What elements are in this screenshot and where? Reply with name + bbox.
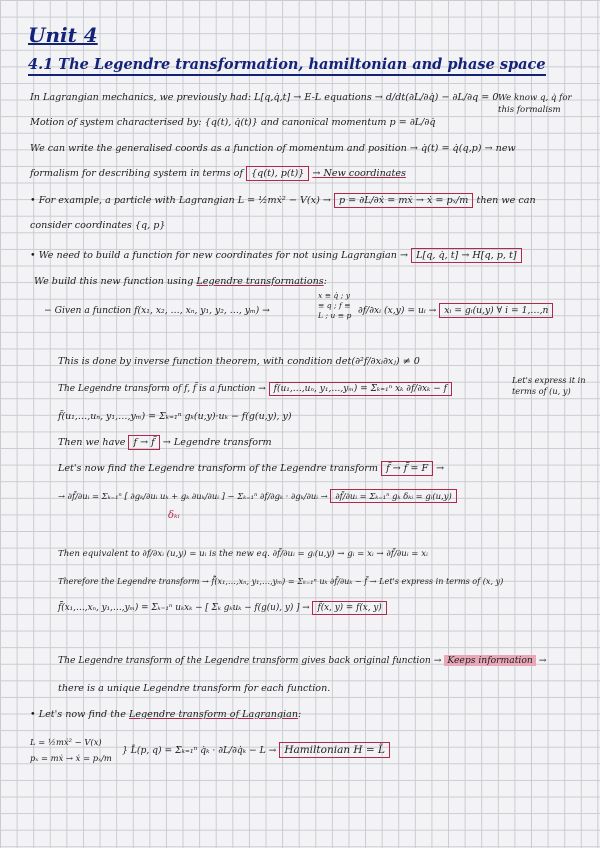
line-text: → ∂f̃/∂uᵢ = Σₖ₌₁ⁿ [ ∂gₖ/∂uᵢ uₖ + gₖ ∂uₖ/∂uᵢ ] − Σₖ₌₁ⁿ ∂f/∂gₖ · ∂gₖ/∂uᵢ → [58,491,328,501]
margin-note: We know q, q̇ for this formalism [498,93,572,115]
text-line [58,437,272,449]
boxed-expression: L[q, q̇, t] → H[q, p, t] [411,248,522,263]
section-heading: 4.1 The Legendre transformation, hamiltonian and phase space [28,56,546,76]
line-text: → [436,463,445,474]
line-text: formalism for describing system in terms of [30,168,244,179]
boxed-expression: {q(t), p(t)} [246,166,309,181]
text-line: consider coordinates {q, p} [30,220,166,231]
text-line [30,195,536,207]
text-line [58,383,452,395]
line-text: } L̃(p, q) = Σₖ₌₁ⁿ q̇ₖ · ∂L/∂q̇ₖ − L → [122,745,277,756]
text-line: This is done by inverse function theorem, with condition det(∂²f/∂xᵢ∂xⱼ) ≠ 0 [58,356,420,367]
line-text: → New coordinates [312,168,406,179]
boxed-expression: f̃̃(x, y) = f(x, y) [312,601,386,615]
underlined-term: Legendre transform of Lagrangian [128,709,299,720]
line-text: • For example, a particle with Lagrangian L = ½mẋ² − V(x) → [30,195,331,206]
text-line: pₓ = mẋ → ẋ = pₓ/m [30,753,112,763]
text-line [34,276,327,288]
line-text: We build this new function using [34,276,194,287]
line-text: f̃̃(x₁,…,xₙ, y₁,…,yₘ) = Σₖ₌₁ⁿ uₖxₖ − [ Σₖ gₖuₖ − f(g(u), y) ] → [58,603,310,613]
text-line [58,463,444,475]
line-text: Then we have [58,437,126,448]
line-text: The Legendre transform of the Legendre transform gives back original function → [58,655,442,666]
text-line: there is a unique Legendre transform for each function. [58,683,331,694]
text-line [30,250,522,262]
boxed-expression: xᵢ = gᵢ(u,y) ∀ i = 1,…,n [439,303,553,318]
boxed-expression: f → f̃ [128,435,159,450]
text-line [58,490,457,502]
line-text: In Lagrangian mechanics, we previously had: L[q,q̇,t] → E-L equations → d/dt(∂L/∂q̇) − ∂L/∂q = 0 [30,92,499,103]
text-line [122,744,390,757]
margin-note: Let's express it in terms of (u, y) [512,375,586,396]
text-line [30,92,498,104]
highlighted-term: Keeps information [444,655,535,666]
text-line [44,305,270,317]
text-line [58,655,546,667]
line-text: → [538,655,547,666]
underlined-term: Legendre transformations [196,276,324,287]
line-text: Let's now find the Legendre transform of the Legendre transform [58,463,378,474]
text-line: We can write the generalised coords as a function of momentum and position → q̇(t) = q̇(q,p) → new [30,143,516,154]
line-text: The Legendre transform of f, f̃ is a function → [58,384,266,394]
text-line [30,709,301,721]
text-line [30,168,406,180]
boxed-expression: f̃(u₁,…,uₙ, y₁,…,yₘ) = Σₖ₌₁ⁿ xₖ ∂f/∂xₖ − f [269,382,452,396]
text-line: L = ½mẋ² − V(x) [30,737,102,747]
line-text: : [323,276,327,287]
boxed-expression: Hamiltonian H = L̃ [279,742,390,758]
page-title: Unit 4 [28,23,98,47]
text-line: Motion of system characterised by: {q(t), q̇(t)} and canonical momentum p = ∂L/∂q̇ [30,117,436,128]
text-line [358,305,553,317]
line-text: • We need to build a function for new coordinates for not using Lagrangian → [30,250,409,261]
line-text: • Let's now find the [30,709,126,720]
boxed-expression: p = ∂L/∂ẋ = mẋ → ẋ = pₓ/m [334,193,473,208]
line-text: then we can [476,195,536,206]
boxed-expression: f̃ → f̃̃ = F [381,461,433,476]
brace-definitions: x ≡ q̇ ; y ≡ q ; f ≡ L ; u ≡ p [318,291,352,320]
line-text: ∂f/∂xᵢ (x,y) = uᵢ → [358,305,437,316]
text-line: Then equivalent to ∂f/∂xᵢ (u,y) = uᵢ is the new eq. ∂f̃/∂uᵢ = gᵢ(u,y) → gᵢ = xᵢ → ∂f̃/∂uᵢ = xᵢ [58,549,428,559]
line-text: → Legendre transform [162,437,272,448]
line-text: − Given a function f(x₁, x₂, …, xₙ, y₁, y₂, …, yₘ) → [44,305,270,316]
line-text: : [298,709,302,720]
text-line: Therefore the Legendre transform → f̃̃(x₁,…,xₙ, y₁,…,yₘ) = Σₖ₌₁ⁿ uₖ ∂f̃/∂uₖ − f̃ → Let's express in terms of (x, y) [58,576,504,586]
boxed-expression: ∂f̃/∂uᵢ = Σₖ₌₁ⁿ gₖ δₖᵢ = gᵢ(u,y) [330,489,456,503]
text-line: f̃(u₁,…,uₙ, y₁,…,yₘ) = Σₖ₌₁ⁿ gₖ(u,y)·uₖ − f(g(u,y), y) [58,411,292,422]
text-line [58,602,387,614]
annotation-mark: δₖᵢ [168,510,180,521]
